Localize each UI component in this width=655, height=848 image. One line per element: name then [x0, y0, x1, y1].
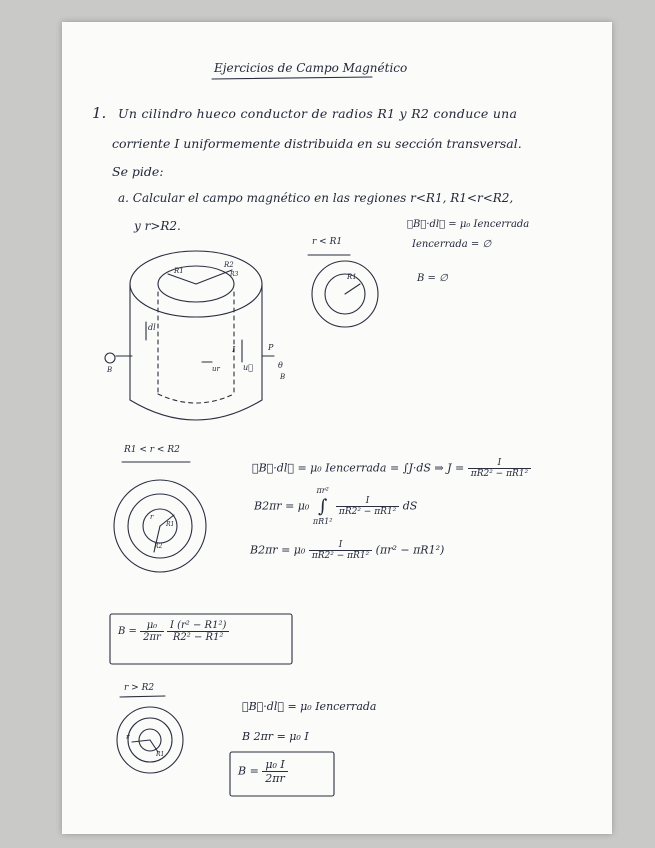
region1-circle-r1: R1 [347, 273, 357, 281]
problem-line-2: corriente I uniformemente distribuida en su sección transversal. [112, 136, 522, 151]
boxed-result-3: B = $\frac{\text{μ₀ I}}{2\pi r}$ [238, 758, 288, 785]
region2-circle-r2: R2 [154, 543, 163, 550]
region1-label: r < R1 [312, 237, 343, 247]
cylinder-b-right: B [280, 373, 286, 381]
cylinder-p-label: P [268, 343, 274, 352]
region1-ampere: ∮B⃗·dl⃗ = μ₀ Iencerrada [407, 219, 530, 230]
region1-result: B = ∅ [417, 273, 448, 284]
cylinder-theta-label: θ [278, 361, 283, 370]
region2-circle-r1: R1 [166, 521, 175, 528]
region2-line-3: B2πr = μ₀ $\frac{I}{\text{πR2² − πR1²}}$ (πr² − πR1²) [250, 540, 445, 561]
region1-circle-drawing [308, 255, 378, 327]
notebook-page [62, 22, 612, 834]
region2-label: R1 < r < R2 [124, 445, 180, 455]
cylinder-r2-label: R2 [224, 261, 234, 269]
part-a-line-2: y r>R2. [134, 219, 181, 233]
cylinder-drawing [105, 251, 274, 420]
region3-label: r > R2 [124, 683, 155, 693]
region3-ampere: ∮B⃗·dl⃗ = μ₀ Iencerrada [242, 700, 377, 713]
region3-circle-r: r [126, 733, 130, 741]
cylinder-b-left: B [107, 366, 113, 374]
region2-line-2: B2πr = μ₀ πr² ∫ πR1² $\frac{I}{\text{πR2² − πR1²}}$ dS [254, 486, 418, 527]
cylinder-r3-label: R3 [230, 271, 239, 278]
cylinder-u-label: u⃗ [243, 363, 253, 372]
region3-line-2: B 2πr = μ₀ I [242, 730, 309, 743]
problem-line-3: Se pide: [112, 164, 164, 179]
cylinder-i-label: I [232, 345, 236, 354]
cylinder-r1-label: R1 [174, 267, 184, 275]
region3-circle-r1: R1 [156, 751, 165, 758]
cylinder-ur-label: ur [212, 365, 220, 373]
region1-ienc: Iencerrada = ∅ [412, 239, 492, 250]
page-title: Ejercicios de Campo Magnético [214, 61, 408, 75]
problem-number: 1. [92, 104, 107, 122]
region2-circle-drawing [114, 462, 206, 572]
problem-line-1: Un cilindro hueco conductor de radios R1 y R2 conduce una [118, 106, 518, 121]
boxed-result-2: B = $\frac{\text{μ₀}}{2\pi r}$ $\frac{\text{I (r² − R1²)}}{\text{R2² − R1²}}$ [118, 620, 229, 643]
part-a-line-1: a. Calcular el campo magnético en las regiones r<R1, R1<r<R2, [118, 191, 514, 205]
region2-circle-r: r [150, 513, 154, 521]
region2-ampere-line: ∮B⃗·dl⃗ = μ₀ Iencerrada = ∫J·dS ⇒ J = $\frac{I}{\text{πR2² − πR1²}}$ [252, 458, 531, 479]
cylinder-dl-label: dl [148, 323, 156, 332]
